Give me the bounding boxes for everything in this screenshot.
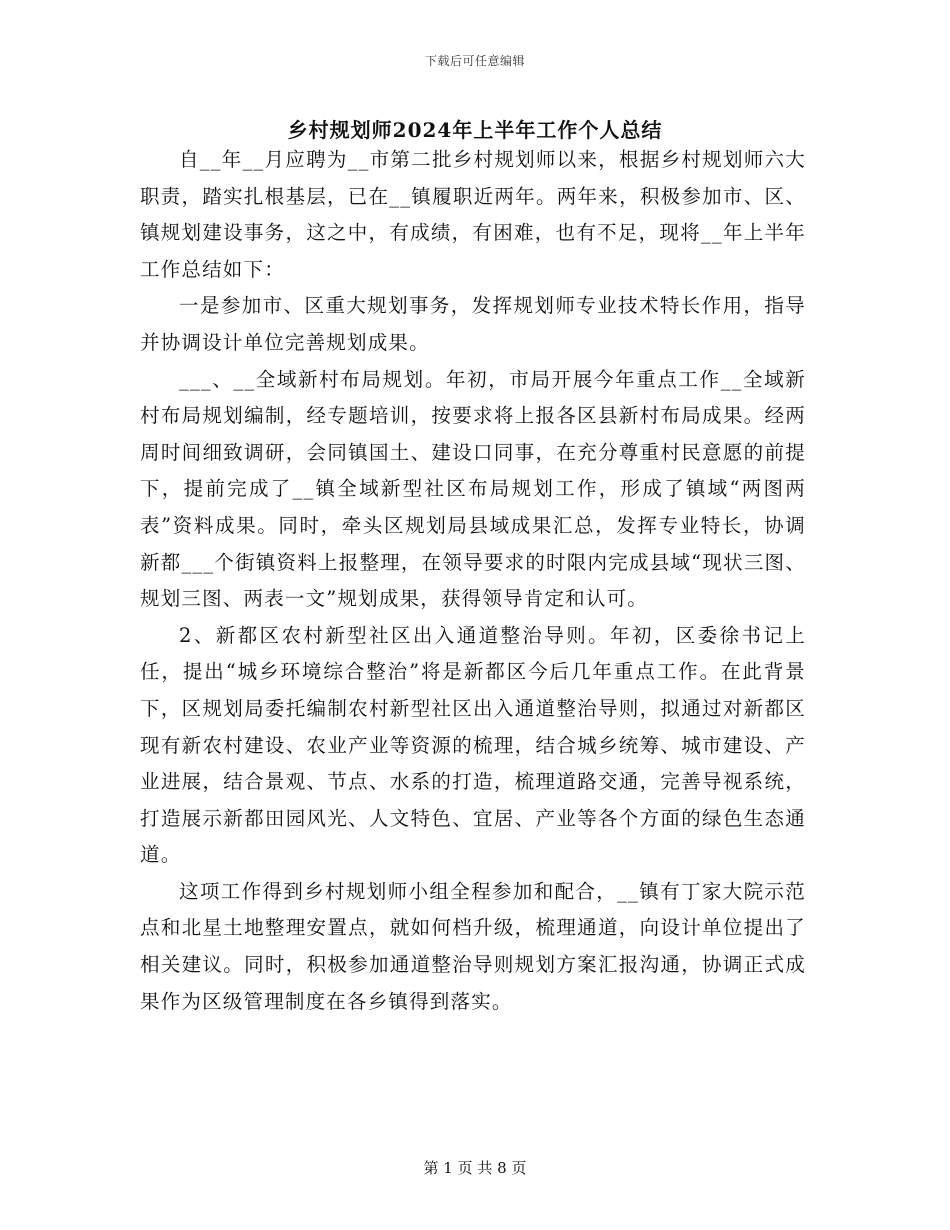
paragraph-point-one: 一是参加市、区重大规划事务，发挥规划师专业技术特长作用，指导并协调设计单位完善规划成果。 <box>140 294 806 354</box>
page-number: 第 1 页 共 8 页 <box>423 1159 527 1177</box>
paragraph-item-one: ___、__全域新村布局规划。年初，市局开展今年重点工作__全域新村布局规划编制，经专题培训，按要求将上报各区县新村布局成果。经两周时间细致调研，会同镇国土、建设口同事，在充分尊重村民意愿的前提下，提前完成了__镇全域新型社区布局规划工作，形成了镇域“两图两表”资料成果。同时，牵头区规划局县域成果汇总，发挥专业特长，协调新都___个街镇资料上报整理，在领导要求的时限内完成县域“现状三图、规划三图、两表一文”规划成果，获得领导肯定和认可。 <box>140 367 806 611</box>
paragraph-cooperation: 这项工作得到乡村规划师小组全程参加和配合，__镇有丁家大院示范点和北星土地整理安置点，就如何档升级，梳理通道，向设计单位提出了相关建议。同时，积极参加通道整治导则规划方案汇报沟通，协调正式成果作为区级管理制度在各乡镇得到落实。 <box>140 879 806 1013</box>
document-body <box>140 142 806 1020</box>
header-note: 下载后可任意编辑 <box>424 54 525 68</box>
paragraph-item-two: 2、新都区农村新型社区出入通道整治导则。年初，区委徐书记上任，提出“城乡环境综合整治”将是新都区今后几年重点工作。在此背景下，区规划局委托编制农村新型社区出入通道整治导则，拟通过对新都区现有新农村建设、农业产业等资源的梳理，结合城乡统筹、城市建设、产业进展，结合景观、节点、水系的打造，梳理道路交通，完善导视系统，打造展示新都田园风光、人文特色、宜居、产业等各个方面的绿色生态通道。 <box>140 623 806 867</box>
paragraph-intro: 自__年__月应聘为__市第二批乡村规划师以来，根据乡村规划师六大职责，踏实扎根基层，已在__镇履职近两年。两年来，积极参加市、区、镇规划建设事务，这之中，有成绩，有困难，也有不足，现将__年上半年工作总结如下： <box>140 148 806 281</box>
document-title: 乡村规划师2024年上半年工作个人总结 <box>287 118 663 142</box>
